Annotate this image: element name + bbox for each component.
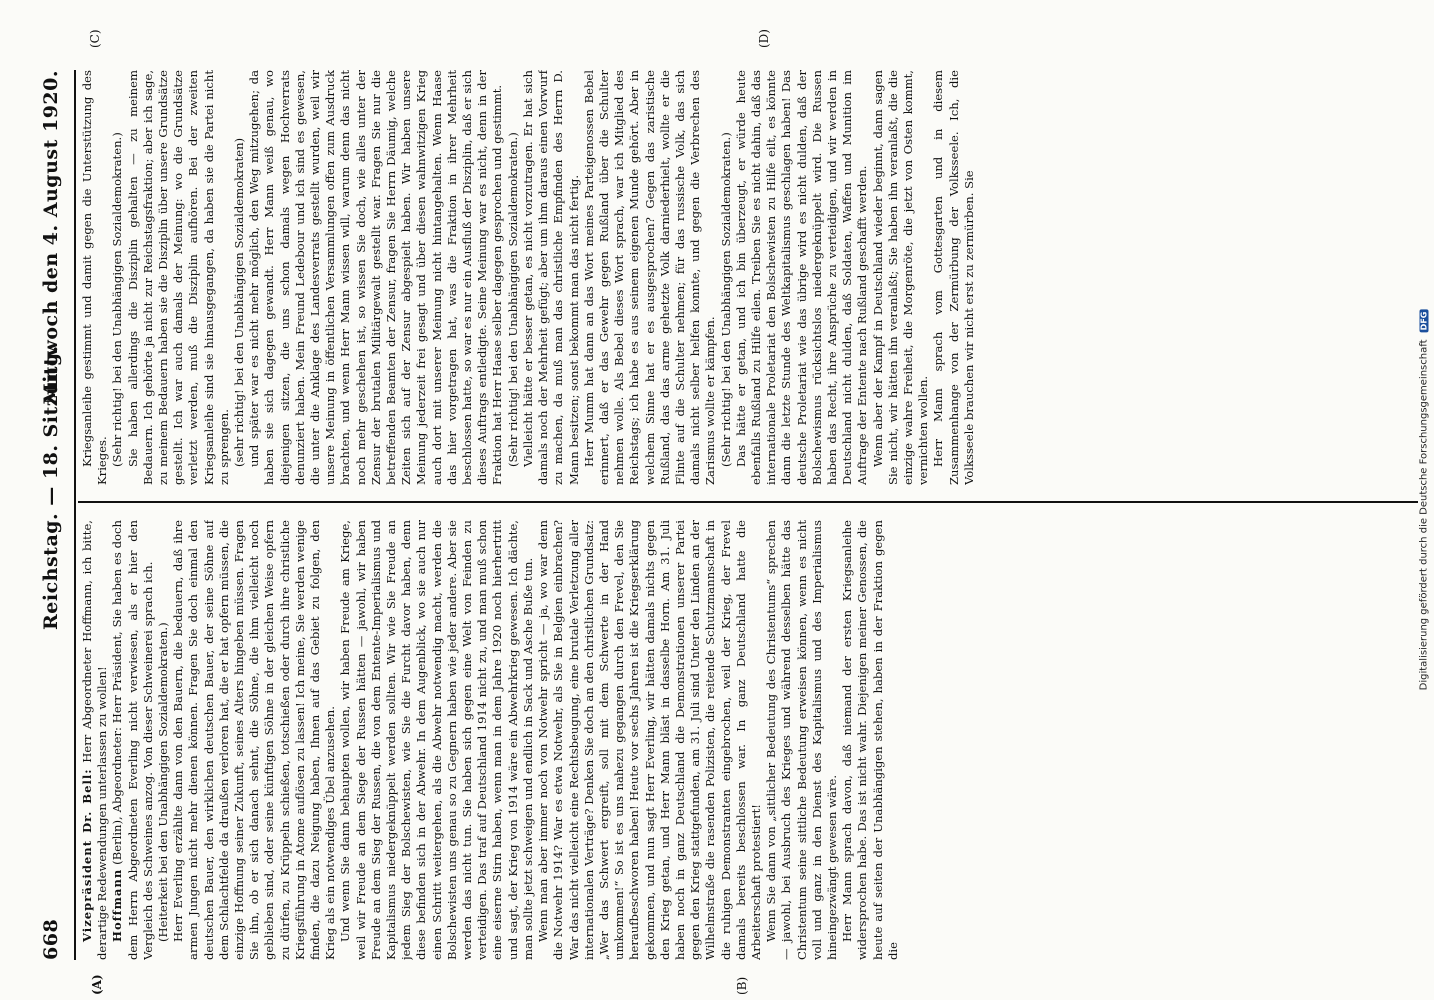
paragraph-text: Wenn aber der Kampf in Deutschland wieder beginnt, dann sagen Sie nicht, wir hätten ihn veranlaßt; Sie haben ihn veranlaßt, die die einzige wahre Freiheit, die Morgenröte, die jetzt von Osten kommt, vernichten wollen. <box>870 70 931 485</box>
paragraph-text: Wenn man aber immer noch von Notwehr spricht — ja, wo war denn die Notwehr 1914? War es etwa Notwehr, als Sie in Belgien einbrachen? War das nicht vielleicht eine Rechtsbeugung, eine brutale Verletzung aller internationalen Verträge? Denken Sie doch an den christlichen Grundsatz: „Wer das Schwert ergreift, soll mit dem Schwerte in der Hand umkommen!“ So ist es uns nahezu gegangen durch den Frevel, den Sie heraufbeschworen haben! Heute vor sechs Jahren ist die Kriegserklärung gekommen, und nun sagt Herr Everling, wir hätten damals nichts gegen den Krieg getan, und Herr Mann bläst in dasselbe Horn. Am 31. Juli haben noch in ganz Deutschland die Demonstrationen unserer Partei gegen den Krieg stattgefunden, am 31. Juli sind Unter den Linden an der Wilhelmstraße die rasenden Polizisten, die reitende Schutzmannschaft in die ruhigen Demonstranten eingebrochen, weil der Krieg, der Frevel damals bereits beschlossen war. In ganz Deutschland hatte die Arbeiterschaft protestiert! <box>536 520 763 960</box>
paragraph-text: Und wenn Sie dann behaupten wollen, wir haben Freude am Kriege, weil wir Freude an dem Siege der Russen hätten — jawohl, wir haben Freude an dem Sieg der Russen, die von dem Entente-Imperialismus und Kapitalismus niedergeknüppelt werden sollten. Wir wie Sie Freude an jedem Sieg der Bolschewisten, wie Sie die Furcht davor haben, denn diese befinden sich in der Abwehr. In dem Augenblick, wo sie auch nur einen Schritt weitergehen, als die Abwehr notwendig macht, werden die Bolschewisten uns genau so zu Gegnern haben wie jeder andere. Aber sie werden das nicht tun. Sie haben sich gegen eine Welt von Feinden zu verteidigen. Das traf auf Deutschland 1914 nicht zu, und man muß schon eine eiserne Stirn haben, wenn man in dem Jahre 1920 noch hierhertritt und sagt, der Krieg von 1914 wäre ein Abwehrkrieg gewesen. Ich dächte, man sollte jetzt schweigen und endlich in Sack und Asche Buße tun. <box>338 520 535 960</box>
margin-marker-a: (A) <box>90 974 104 995</box>
paragraph <box>338 520 536 960</box>
column-divider <box>78 501 1418 503</box>
footer-text: Digitalisierung gefördert durch die Deutsche Forschungsgemeinschaft <box>1418 339 1430 691</box>
right-column <box>80 70 1410 485</box>
paragraph-text: Herr Mumm hat dann an das Wort meines Parteigenossen Bebel erinnert, daß er das Gewehr gegen Rußland über die Schulter nehmen wolle. Als Bebel dieses Wort sprach, war ich Mitglied des Reichstags; ich habe es aus seinem eigenen Munde gehört. Aber in welchem Sinne hat er es ausgesprochen? Gegen das zaristische Rußland, das das arme gehetzte Volk darniederhielt, wollte er die Flinte auf die Schulter nehmen; für das russische Volk, das sich damals nicht selber helfen konnte, und gegen die Verbrechen des Zarismus wollte er kämpfen. <box>581 70 718 485</box>
paragraph <box>247 70 505 485</box>
speaker-name: Vizepräsident Dr. Bell: <box>80 768 94 942</box>
margin-marker-d: (D) <box>757 29 771 48</box>
speaker-name: Hoffmann <box>110 868 125 942</box>
paragraph <box>734 70 871 485</box>
paragraph <box>110 520 156 960</box>
paragraph-text: Sie haben allerdings die Disziplin gehalten — zu meinem Bedauern. Ich gehörte ja nicht zur Reichstagsfraktion; aber ich sage, zu meinem Bedauern haben sie die Disziplin über unsere Grundsätze gestellt. Ich war auch damals der Meinung: wo die Grundsätze verletzt werden, muß die Disziplin aufhören. Bei der zweiten Kriegsanleihe sind sie hinausgegangen, da haben sie die Partei nicht zu sprengen. <box>125 70 231 485</box>
paragraph-text: Vielleicht hätte er besser getan, es nicht vorzutragen. Er hat sich damals noch der Mehrheit gefügt; aber um ihm daraus einen Vorwurf zu machen, da muß man das christliche Empfinden des Herrn D. Mann besitzen; sonst bekommt man das nicht fertig. <box>520 70 581 485</box>
page-number: 668 <box>40 918 62 960</box>
paragraph <box>871 70 932 485</box>
header-rule <box>74 70 76 960</box>
margin-marker-c: (C) <box>88 29 102 48</box>
paragraph <box>521 70 582 485</box>
paragraph-text: Wenn Sie dann von „sittlicher Bedeutung des Christentums“ sprechen — jawohl, bei Ausbruch des Krieges und während desselben hätte das Christentum seine sittliche Bedeutung erweisen können, wenn es nicht voll und ganz in den Dienst des Kapitalismus und des Imperialismus hineingezwängt gewesen wäre. <box>764 520 839 960</box>
paragraph-text: (Berlin), Abgeordneter: Herr Präsident, Sie haben es doch dem Herrn Abgeordneten Everling nicht verwiesen, als er hier den Vergleich des Schweines anzog. Von dieser Schweinerei sprach ich. <box>110 520 155 960</box>
paragraph-text: (Sehr richtig! bei den Unabhängigen Sozialdemokraten.) <box>110 132 125 467</box>
paragraph <box>156 520 171 960</box>
paragraph-text: (Sehr richtig! bei den Unabhängigen Sozialdemokraten.) <box>718 132 733 467</box>
paragraph <box>719 70 734 485</box>
digitization-footer <box>1414 0 1434 1000</box>
paragraph <box>126 70 232 485</box>
paragraph-text: (sehr richtig! bei den Unabhängigen Sozialdemokraten) <box>232 137 247 467</box>
paragraph <box>931 70 977 485</box>
paragraph <box>764 520 840 960</box>
dfg-logo-icon: DFG <box>1419 311 1429 331</box>
paragraph <box>80 70 110 485</box>
margin-marker-b: (B) <box>735 976 749 995</box>
left-column <box>80 520 1410 960</box>
paragraph <box>582 70 719 485</box>
paragraph <box>840 520 901 960</box>
paragraph-text: Herr Everling erzählte dann von den Bauern, die bedauern, daß ihre armen Jungen nicht mehr dienen können. Fragen Sie doch einmal den deutschen Bauer, den wirklichen deutschen Bauer, der seine Söhne auf dem Schlachtfelde da draußen verloren hat, die er hat opfern müssen, die einzige Hoffnung seiner Zukunft, seines Alters hingeben müssen. Fragen Sie ihn, ob er sich danach sehnt, die Söhne, die ihm vielleicht noch geblieben sind, oder seine künftigen Söhne in der gleichen Weise opfern zu dürfen, zu Krüppeln schießen, totschießen oder durch ihre christliche Kriegsführung in Atome auflösen zu lassen! Ich meine, Sie werden wenige finden, die dazu Neigung haben, Ihnen auf das Gebiet zu folgen, den Krieg als ein notwendiges Übel anzusehen. <box>171 520 338 960</box>
session-date: Mittwoch den 4. August 1920. <box>40 70 62 405</box>
paragraph <box>536 520 764 960</box>
paragraph-text: Kriegsanleihe gestimmt und damit gegen die Unterstützung des Krieges. <box>80 70 110 485</box>
paragraph-text: Herr Mann sprach davon, daß niemand der ersten Kriegsanleihe widersprochen habe. Das ist nicht wahr. Diejenigen meiner Genossen, die heute auf seiten der Unabhängigen stehen, haben in der Fraktion gegen die <box>840 520 900 960</box>
paragraph-text: (Heiterkeit bei den Unabhängigen Sozialdemokraten.) <box>156 622 171 942</box>
paragraph-text: Herr Abgeordneter Hoffmann, ich bitte, derartige Redewendungen unterlassen zu wollen! <box>80 520 110 960</box>
paragraph-text: (Sehr richtig! bei den Unabhängigen Sozialdemokraten.) <box>505 132 520 467</box>
paragraph-text: Das hätte er getan, und ich bin überzeugt, er würde heute ebenfalls Rußland zu Hilfe eilen. Treiben Sie es nicht dahin, daß das internationale Proletariat den Bolschewisten zu Hilfe eilt, es könnte dann die letzte Stunde des Weltkapitalismus geschlagen haben! Das deutsche Proletariat wie das übrige wird es nicht dulden, daß der Bolschewismus rücksichtslos niedergeknüppelt wird. Die Russen haben das Recht, ihre Ansprüche zu verteidigen, und wir werden in Deutschland nicht dulden, daß Soldaten, Waffen und Munition im Auftrage der Entente nach Rußland geschafft werden. <box>733 70 870 485</box>
paragraph <box>171 520 338 960</box>
paragraph <box>80 520 110 960</box>
paragraph <box>232 70 247 485</box>
paragraph <box>506 70 521 485</box>
paragraph-text: Herr Mann sprach vom Gottesgarten und in diesem Zusammenhange von der Zermürbung der Volksseele. Ich, die Volksseele brauchen wir nicht erst zu zermürben. Sie <box>931 70 976 485</box>
paragraph-text: und später war es nicht mehr möglich, den Weg mitzugehen; da haben sie sich dagegen gewandt. Herr Mann weiß genau, wo diejenigen sitzen, die uns schon damals wegen Hochverrats denunziert haben. Mein Freund Ledebour und ich sind es gewesen, die unter die Anklage des Landesverrats gestellt wurden, weil wir unsere Meinung in öffentlichen Versammlungen offen zum Ausdruck brachten, und wenn Herr Mann wissen will, warum denn das nicht noch mehr geschehen ist, so wissen Sie doch, wie alles unter der Zensur der brutalen Militärgewalt gestellt war. Fragen Sie nur die betreffenden Beamten der Zensur, fragen Sie Herrn Däumig, welche Zeiten sich auf der Zensur abgespielt haben. Wir haben unsere Meinung jederzeit frei gesagt und über diesen wahnwitzigen Krieg auch dort mit unserer Meinung nicht hintangehalten. Wenn Haase das hier vorgetragen hat, was die Fraktion in ihrer Mehrheit beschlossen hatte, so war es nur ein Ausfluß der Disziplin, daß er sich dieses Auftrags entledigte. Seine Meinung war es nicht, denn in der Fraktion hat Herr Haase selber dagegen gesprochen und gestimmt. <box>247 70 505 485</box>
paragraph <box>110 70 125 485</box>
session-title: Reichstag. — 18. Sitzung. <box>40 345 62 630</box>
page-header <box>40 70 70 960</box>
